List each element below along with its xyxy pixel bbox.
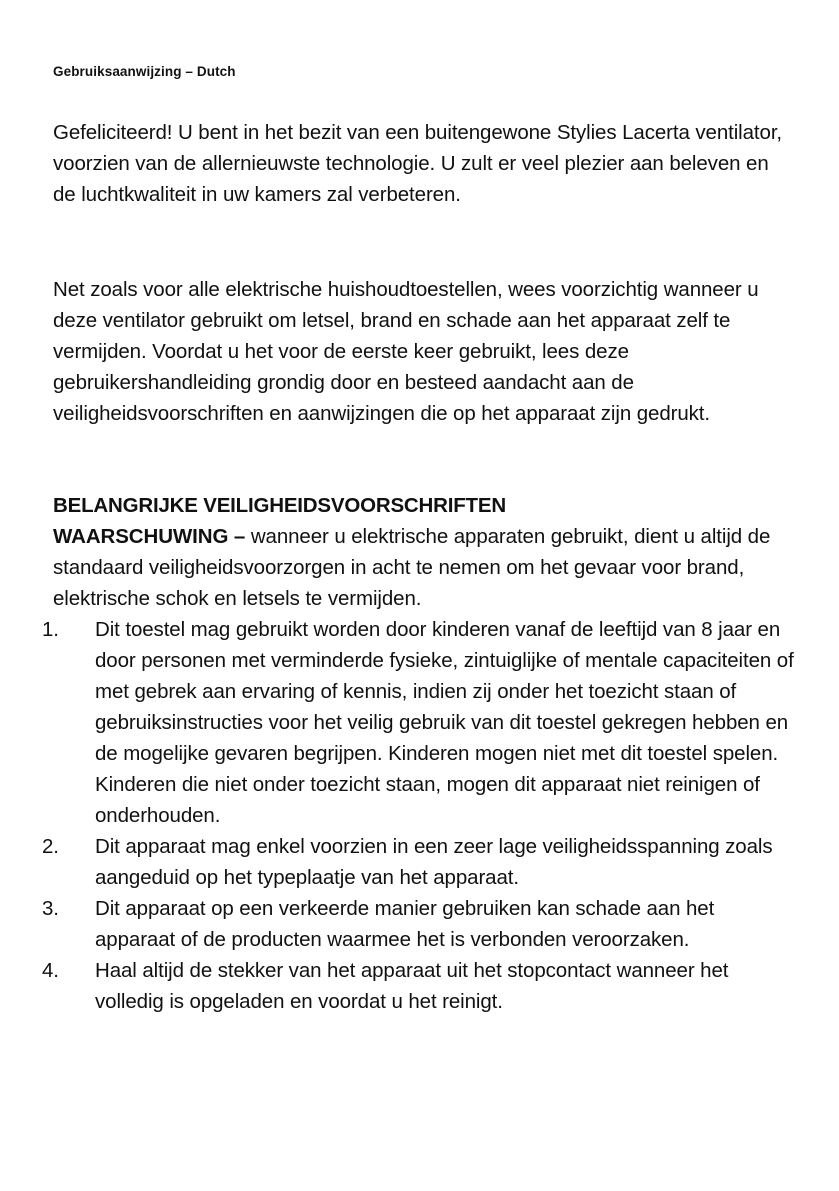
page-header-label: Gebruiksaanwijzing – Dutch bbox=[53, 64, 236, 79]
list-item-text: Haal altijd de stekker van het apparaat uit het stopcontact wanneer het volledig is opgeladen en voordat u het reinigt. bbox=[95, 959, 729, 1013]
list-item bbox=[0, 614, 839, 831]
warning-text: wanneer u elektrische apparaten gebruikt, dient u altijd de standaard veiligheidsvoorzorgen in acht te nemen om het gevaar voor brand, elektrische schok en letsels te vermijden. bbox=[53, 525, 771, 610]
list-item-number: 4. bbox=[42, 959, 59, 982]
list-item bbox=[0, 831, 839, 893]
warning-lead: WAARSCHUWING – bbox=[53, 525, 246, 548]
list-item-text: Dit apparaat op een verkeerde manier gebruiken kan schade aan het apparaat of de producten waarmee het is verbonden veroorzaken. bbox=[95, 897, 715, 951]
list-item-text: Dit toestel mag gebruikt worden door kinderen vanaf de leeftijd van 8 jaar en door personen met verminderde fysieke, zintuiglijke of mentale capaciteiten of met gebrek aan ervaring of kennis, indien zij onder het toezicht staan of gebruiksinstructies voor het veilig gebruik van dit toestel gekregen hebben en de mogelijke gevaren begrijpen. Kinderen mogen niet met dit toestel spelen. Kinderen die niet onder toezicht staan, mogen dit apparaat niet reinigen of onderhouden. bbox=[95, 618, 794, 827]
list-item-text: Dit apparaat mag enkel voorzien in een zeer lage veiligheidsspanning zoals aangeduid op het typeplaatje van het apparaat. bbox=[95, 835, 773, 889]
list-item-number: 1. bbox=[42, 618, 59, 641]
list-item-number: 2. bbox=[42, 835, 59, 858]
list-item-number: 3. bbox=[42, 897, 59, 920]
intro-paragraph: Gefeliciteerd! U bent in het bezit van een buitengewone Stylies Lacerta ventilator, voorzien van de allernieuwste technologie. U zult er veel plezier aan beleven en de luchtkwaliteit in uw kamers zal verbeteren. bbox=[53, 121, 783, 206]
safety-instructions-list bbox=[0, 614, 839, 1017]
warning-paragraph bbox=[53, 521, 793, 614]
caution-paragraph: Net zoals voor alle elektrische huishoudtoestellen, wees voorzichtig wanneer u deze ventilator gebruikt om letsel, brand en schade aan het apparaat zelf te vermijden. Voordat u het voor de eerste keer gebruikt, lees deze gebruikershandleiding grondig door en besteed aandacht aan de veiligheidsvoorschriften en aanwijzingen die op het apparaat zijn gedrukt. bbox=[53, 278, 759, 425]
safety-instructions-heading: BELANGRIJKE VEILIGHEIDSVOORSCHRIFTEN bbox=[53, 494, 506, 517]
list-item bbox=[0, 893, 839, 955]
list-item bbox=[0, 955, 839, 1017]
